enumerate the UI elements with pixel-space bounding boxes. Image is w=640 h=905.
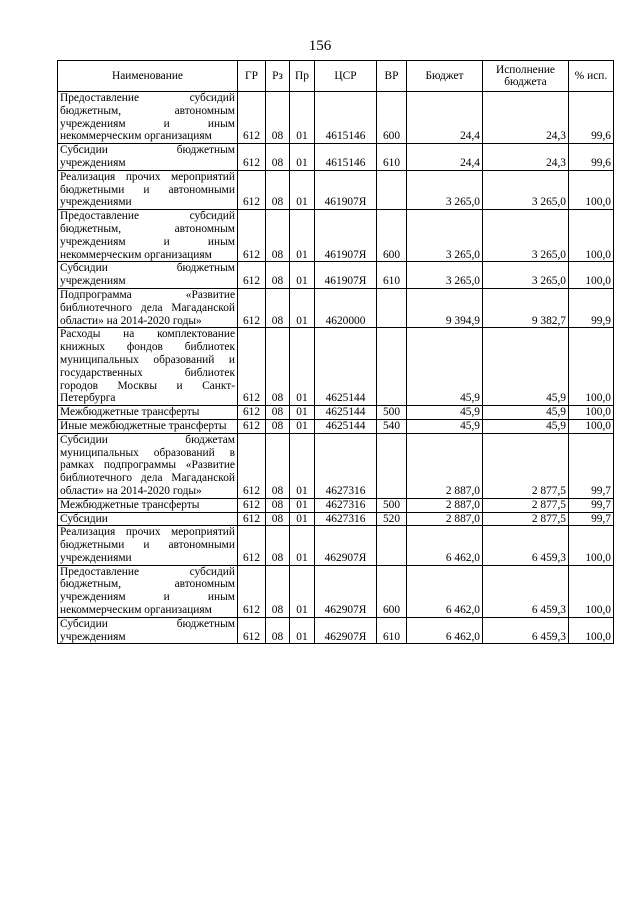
cell-execution: 45,9	[483, 328, 569, 406]
cell-rz: 08	[266, 92, 290, 144]
cell-rz: 08	[266, 419, 290, 433]
table-body	[58, 92, 614, 644]
cell-rz: 08	[266, 565, 290, 617]
cell-vr: 500	[377, 498, 407, 512]
cell-name: Предоставление субсидий бюджетным, автономным учреждениям и иным некоммерческим организациям	[58, 210, 238, 262]
cell-execution: 2 877,5	[483, 512, 569, 526]
table-row	[58, 262, 614, 289]
cell-execution: 3 265,0	[483, 170, 569, 209]
table-row	[58, 92, 614, 144]
cell-vr	[377, 328, 407, 406]
cell-execution: 6 459,3	[483, 526, 569, 565]
cell-rz: 08	[266, 512, 290, 526]
cell-gr: 612	[238, 210, 266, 262]
cell-execution: 45,9	[483, 419, 569, 433]
cell-gr: 612	[238, 288, 266, 327]
cell-gr: 612	[238, 419, 266, 433]
cell-csr: 461907Я	[315, 210, 377, 262]
cell-execution: 2 877,5	[483, 498, 569, 512]
cell-pct: 100,0	[569, 406, 614, 420]
cell-pr: 01	[290, 565, 315, 617]
table-row	[58, 288, 614, 327]
cell-budget: 45,9	[407, 419, 483, 433]
table-row	[58, 433, 614, 498]
cell-csr: 462907Я	[315, 526, 377, 565]
cell-rz: 08	[266, 617, 290, 644]
cell-name: Реализация прочих мероприятий бюджетными и автономными учреждениями	[58, 170, 238, 209]
table-row	[58, 526, 614, 565]
cell-budget: 6 462,0	[407, 565, 483, 617]
cell-pct: 99,7	[569, 498, 614, 512]
page-number: 156	[308, 38, 332, 54]
cell-name: Реализация прочих мероприятий бюджетными и автономными учреждениями	[58, 526, 238, 565]
cell-vr	[377, 526, 407, 565]
cell-pr: 01	[290, 144, 315, 171]
header-csr: ЦСР	[315, 61, 377, 92]
header-pct: % исп.	[569, 61, 614, 92]
cell-execution: 6 459,3	[483, 617, 569, 644]
table-row	[58, 498, 614, 512]
cell-csr: 4625144	[315, 406, 377, 420]
cell-gr: 612	[238, 92, 266, 144]
cell-vr: 600	[377, 92, 407, 144]
cell-csr: 4625144	[315, 328, 377, 406]
header-gr: ГР	[238, 61, 266, 92]
cell-csr: 4620000	[315, 288, 377, 327]
cell-gr: 612	[238, 433, 266, 498]
cell-name: Субсидии бюджетным учреждениям	[58, 617, 238, 644]
cell-vr: 540	[377, 419, 407, 433]
cell-pr: 01	[290, 288, 315, 327]
cell-pct: 100,0	[569, 210, 614, 262]
cell-rz: 08	[266, 170, 290, 209]
budget-table	[57, 60, 614, 644]
cell-budget: 6 462,0	[407, 526, 483, 565]
cell-pr: 01	[290, 433, 315, 498]
table-row	[58, 210, 614, 262]
cell-vr: 520	[377, 512, 407, 526]
cell-execution: 24,3	[483, 92, 569, 144]
cell-pr: 01	[290, 419, 315, 433]
cell-budget: 9 394,9	[407, 288, 483, 327]
cell-rz: 08	[266, 526, 290, 565]
cell-pct: 100,0	[569, 526, 614, 565]
cell-name: Межбюджетные трансферты	[58, 406, 238, 420]
cell-vr: 610	[377, 617, 407, 644]
cell-pr: 01	[290, 262, 315, 289]
cell-pct: 100,0	[569, 262, 614, 289]
cell-pct: 99,7	[569, 433, 614, 498]
cell-pr: 01	[290, 498, 315, 512]
cell-pct: 100,0	[569, 170, 614, 209]
cell-vr: 600	[377, 565, 407, 617]
cell-pr: 01	[290, 512, 315, 526]
cell-name: Расходы на комплектование книжных фондов библиотек муниципальных образований и государственных библиотек городов Москвы и Санкт-Петербурга	[58, 328, 238, 406]
cell-csr: 4627316	[315, 512, 377, 526]
header-execution: Исполнение бюджета	[483, 61, 569, 92]
cell-gr: 612	[238, 262, 266, 289]
table-row	[58, 617, 614, 644]
cell-pr: 01	[290, 617, 315, 644]
cell-budget: 3 265,0	[407, 262, 483, 289]
cell-budget: 24,4	[407, 144, 483, 171]
cell-execution: 45,9	[483, 406, 569, 420]
cell-budget: 6 462,0	[407, 617, 483, 644]
cell-vr	[377, 288, 407, 327]
table-row	[58, 419, 614, 433]
cell-csr: 462907Я	[315, 565, 377, 617]
cell-gr: 612	[238, 617, 266, 644]
table-row	[58, 170, 614, 209]
cell-csr: 462907Я	[315, 617, 377, 644]
cell-csr: 4615146	[315, 144, 377, 171]
cell-budget: 24,4	[407, 92, 483, 144]
table-header-row	[58, 61, 614, 92]
cell-pr: 01	[290, 170, 315, 209]
cell-budget: 45,9	[407, 328, 483, 406]
cell-name: Субсидии	[58, 512, 238, 526]
cell-rz: 08	[266, 433, 290, 498]
cell-budget: 2 887,0	[407, 433, 483, 498]
cell-gr: 612	[238, 144, 266, 171]
cell-rz: 08	[266, 328, 290, 406]
header-vr: ВР	[377, 61, 407, 92]
cell-gr: 612	[238, 170, 266, 209]
header-pr: Пр	[290, 61, 315, 92]
cell-name: Подпрограмма «Развитие библиотечного дела Магаданской области» на 2014-2020 годы»	[58, 288, 238, 327]
cell-name: Предоставление субсидий бюджетным, автономным учреждениям и иным некоммерческим организациям	[58, 92, 238, 144]
cell-gr: 612	[238, 565, 266, 617]
header-name: Наименование	[58, 61, 238, 92]
header-rz: Рз	[266, 61, 290, 92]
cell-budget: 2 887,0	[407, 498, 483, 512]
cell-vr: 610	[377, 262, 407, 289]
table-row	[58, 144, 614, 171]
cell-vr: 600	[377, 210, 407, 262]
cell-execution: 24,3	[483, 144, 569, 171]
cell-execution: 6 459,3	[483, 565, 569, 617]
cell-csr: 461907Я	[315, 262, 377, 289]
cell-rz: 08	[266, 262, 290, 289]
cell-vr	[377, 170, 407, 209]
cell-pr: 01	[290, 406, 315, 420]
cell-budget: 45,9	[407, 406, 483, 420]
cell-pr: 01	[290, 92, 315, 144]
cell-gr: 612	[238, 328, 266, 406]
cell-execution: 3 265,0	[483, 262, 569, 289]
cell-budget: 3 265,0	[407, 170, 483, 209]
cell-name: Иные межбюджетные трансферты	[58, 419, 238, 433]
table-row	[58, 406, 614, 420]
cell-gr: 612	[238, 498, 266, 512]
cell-pct: 100,0	[569, 565, 614, 617]
cell-rz: 08	[266, 498, 290, 512]
cell-csr: 461907Я	[315, 170, 377, 209]
cell-pct: 100,0	[569, 617, 614, 644]
cell-csr: 4615146	[315, 92, 377, 144]
cell-budget: 3 265,0	[407, 210, 483, 262]
cell-vr: 610	[377, 144, 407, 171]
cell-vr: 500	[377, 406, 407, 420]
cell-rz: 08	[266, 406, 290, 420]
cell-pct: 99,6	[569, 144, 614, 171]
cell-name: Предоставление субсидий бюджетным, автономным учреждениям и иным некоммерческим организациям	[58, 565, 238, 617]
cell-pct: 100,0	[569, 328, 614, 406]
cell-pr: 01	[290, 328, 315, 406]
table-row	[58, 512, 614, 526]
cell-rz: 08	[266, 144, 290, 171]
cell-csr: 4625144	[315, 419, 377, 433]
cell-pct: 99,6	[569, 92, 614, 144]
cell-name: Субсидии бюджетам муниципальных образований в рамках подпрограммы «Развитие библиотечного дела Магаданской области» на 2014-2020 годы»	[58, 433, 238, 498]
cell-gr: 612	[238, 512, 266, 526]
cell-gr: 612	[238, 406, 266, 420]
cell-rz: 08	[266, 210, 290, 262]
cell-rz: 08	[266, 288, 290, 327]
cell-name: Субсидии бюджетным учреждениям	[58, 262, 238, 289]
cell-csr: 4627316	[315, 433, 377, 498]
cell-execution: 2 877,5	[483, 433, 569, 498]
cell-execution: 9 382,7	[483, 288, 569, 327]
cell-pr: 01	[290, 210, 315, 262]
header-budget: Бюджет	[407, 61, 483, 92]
cell-pct: 100,0	[569, 419, 614, 433]
table-row	[58, 328, 614, 406]
cell-pct: 99,7	[569, 512, 614, 526]
cell-gr: 612	[238, 526, 266, 565]
cell-execution: 3 265,0	[483, 210, 569, 262]
cell-name: Субсидии бюджетным учреждениям	[58, 144, 238, 171]
cell-pct: 99,9	[569, 288, 614, 327]
cell-pr: 01	[290, 526, 315, 565]
cell-csr: 4627316	[315, 498, 377, 512]
table-row	[58, 565, 614, 617]
cell-budget: 2 887,0	[407, 512, 483, 526]
cell-vr	[377, 433, 407, 498]
cell-name: Межбюджетные трансферты	[58, 498, 238, 512]
